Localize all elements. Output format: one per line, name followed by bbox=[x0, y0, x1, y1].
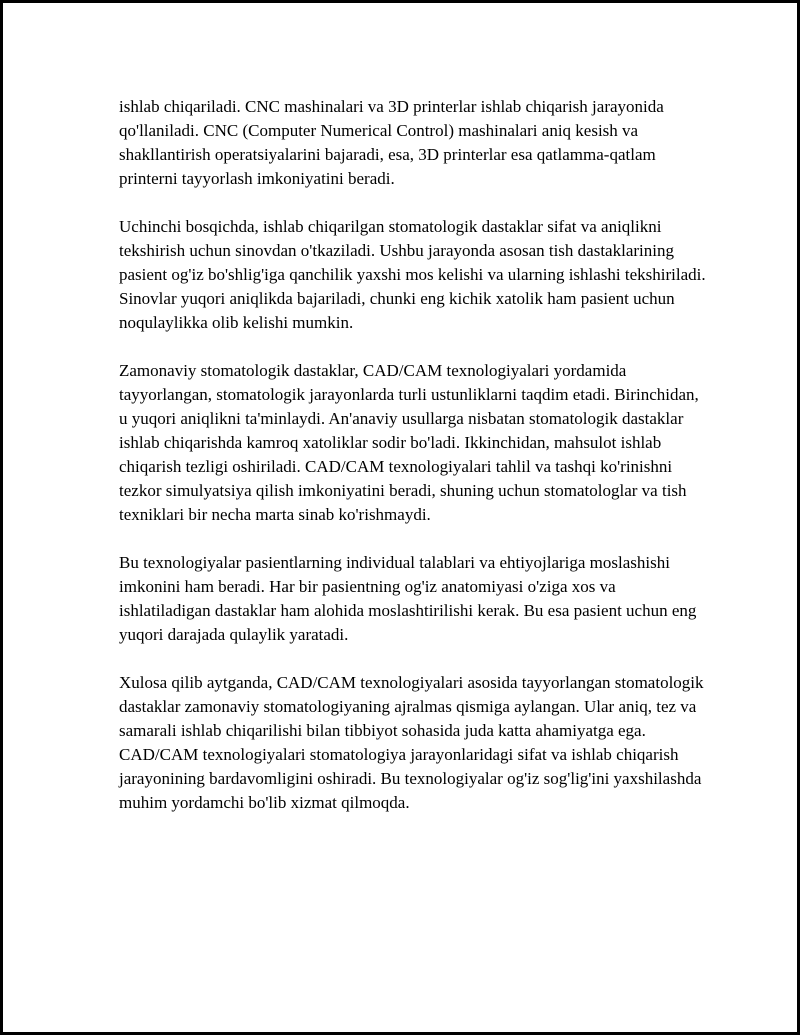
paragraph-1: ishlab chiqariladi. CNC mashinalari va 3D printerlar ishlab chiqarish jarayonida qo'llaniladi. CNC (Computer Numerical Control) mashinalari aniq kesish va shakllantirish operatsiyalarini bajaradi, esa, 3D printerlar esa qatlamma-qatlam printerni tayyorlash imkoniyatini beradi. bbox=[119, 97, 664, 188]
paragraph-2: Uchinchi bosqichda, ishlab chiqarilgan stomatologik dastaklar sifat va aniqlikni tekshirish uchun sinovdan o'tkaziladi. Ushbu jarayonda asosan tish dastaklarining pasient og'iz bo'shlig'iga qanchilik yaxshi mos kelishi va ularning ishlashi tekshiriladi. Sinovlar yuqori aniqlikda bajariladi, chunki eng kichik xatolik ham pasient uchun noqulaylikka olib kelishi mumkin. bbox=[119, 217, 706, 332]
paragraph-3: Zamonaviy stomatologik dastaklar, CAD/CAM texnologiyalari yordamida tayyorlangan, stomatologik jarayonlarda turli ustunliklarni taqdim etadi. Birinchidan, u yuqori aniqlikni ta'minlaydi. An'anaviy usullarga nisbatan stomatologik dastaklar ishlab chiqarishda kamroq xatoliklar sodir bo'ladi. Ikkinchidan, mahsulot ishlab chiqarish tezligi oshiriladi. CAD/CAM texnologiyalari tahlil va tashqi ko'rinishni tezkor simulyatsiya qilish imkoniyatini beradi, shuning uchun stomatologlar va tish texniklari bir necha marta sinab ko'rishmaydi. bbox=[119, 361, 699, 524]
document-body bbox=[119, 95, 709, 839]
paragraph-5: Xulosa qilib aytganda, CAD/CAM texnologiyalari asosida tayyorlangan stomatologik dastaklar zamonaviy stomatologiyaning ajralmas qismiga aylangan. Ular aniq, tez va samarali ishlab chiqarilishi bilan tibbiyot sohasida juda katta ahamiyatga ega. CAD/CAM texnologiyalari stomatologiya jarayonlaridagi sifat va ishlab chiqarish jarayonining bardavomligini oshiradi. Bu texnologiyalar og'iz sog'lig'ini yaxshilashda muhim yordamchi bo'lib xizmat qilmoqda. bbox=[119, 673, 704, 812]
paragraph-4: Bu texnologiyalar pasientlarning individual talablari va ehtiyojlariga moslashishi imkonini ham beradi. Har bir pasientning og'iz anatomiyasi o'ziga xos va ishlatiladigan dastaklar ham alohida moslashtirilishi kerak. Bu esa pasient uchun eng yuqori darajada qulaylik yaratadi. bbox=[119, 553, 697, 644]
